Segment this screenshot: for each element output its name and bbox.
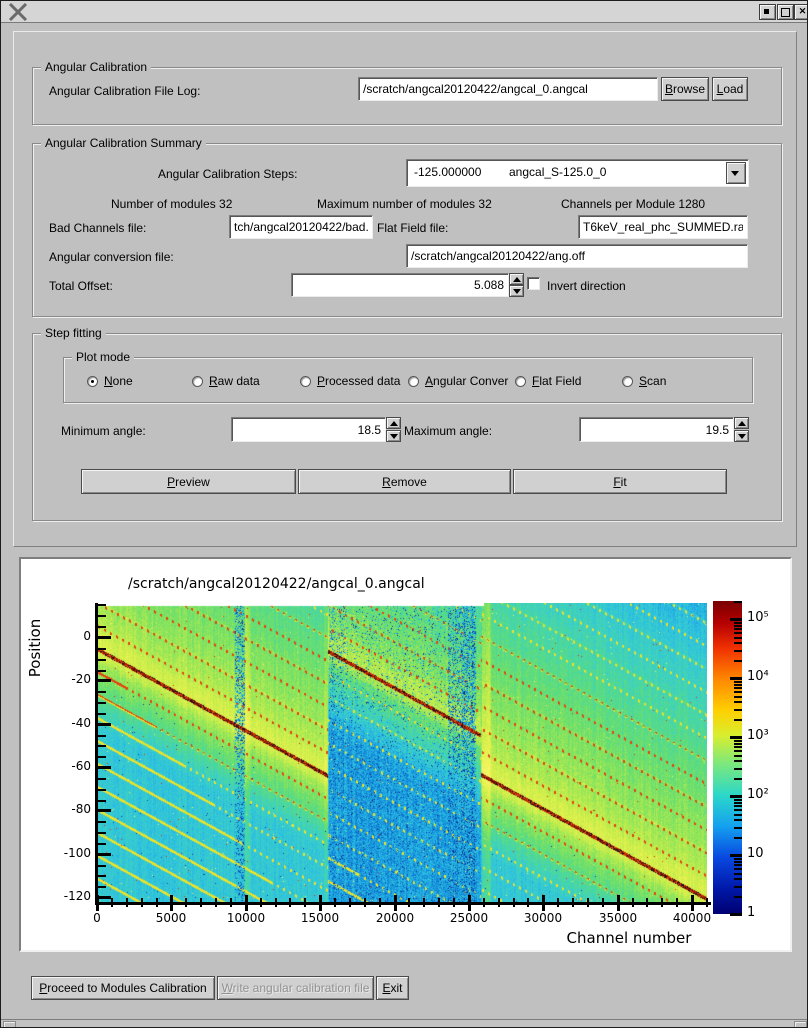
y-major-tick [98, 679, 111, 682]
triangle-up-icon [738, 421, 746, 426]
colorbar-minor-tick [734, 684, 742, 686]
write-angular-calibration-file-button[interactable]: Write angular calibration file [217, 976, 374, 1000]
triangle-down-icon [390, 434, 398, 439]
x-minor-tick [438, 898, 440, 907]
x-major-tick [245, 895, 248, 911]
y-minor-tick [98, 648, 106, 650]
spin-down-button[interactable] [386, 430, 401, 442]
x-tick-label: 5000 [155, 911, 187, 925]
x-minor-tick [275, 898, 277, 907]
max-angle-input[interactable] [579, 417, 734, 442]
exit-button[interactable]: Exit [376, 976, 409, 1000]
y-major-tick [98, 766, 111, 769]
total-offset-label: Total Offset: [49, 279, 113, 293]
y-tick-label: -60 [71, 759, 91, 773]
spin-down-button[interactable] [734, 430, 749, 442]
colorbar-major-tick [730, 736, 742, 739]
remove-button[interactable]: Remove [298, 469, 511, 494]
colorbar-minor-tick [734, 701, 742, 703]
min-angle-stepper [386, 417, 401, 442]
colorbar-minor-tick [734, 827, 742, 829]
y-minor-tick [98, 778, 106, 780]
x-minor-tick [364, 898, 366, 907]
x-major-tick [319, 895, 322, 911]
minimize-button[interactable] [759, 4, 776, 20]
colorbar-minor-tick [734, 755, 742, 757]
min-angle-label: Minimum angle: [61, 424, 146, 438]
x-minor-tick [557, 898, 559, 907]
colorbar-minor-tick [734, 660, 742, 662]
colorbar-minor-tick [734, 819, 742, 821]
x-major-tick [170, 895, 173, 911]
colorbar-minor-tick [734, 750, 742, 752]
plot-mode-radio-row [64, 374, 752, 392]
x-major-tick [394, 895, 397, 911]
x-tick-label: 15000 [300, 911, 340, 925]
radio-label: Raw data [209, 374, 260, 388]
x-minor-tick [661, 898, 663, 907]
colorbar-minor-tick [734, 740, 742, 742]
colorbar-minor-tick [734, 625, 742, 627]
colorbar-major-tick [730, 854, 742, 857]
y-axis-label: Position [26, 618, 44, 678]
load-button[interactable]: Load [712, 77, 748, 101]
spin-up-button[interactable] [734, 417, 749, 429]
colorbar-minor-tick [734, 760, 742, 762]
y-minor-tick [98, 735, 106, 737]
x-minor-tick [185, 898, 187, 907]
radio-dot [91, 380, 94, 383]
x-tick-label: 25000 [449, 911, 489, 925]
colorbar-minor-tick [734, 814, 742, 816]
close-icon: ✕ [798, 6, 807, 16]
x-minor-tick [498, 898, 500, 907]
colorbar-minor-tick [734, 681, 742, 683]
colorbar-tick-label: 10⁴ [747, 669, 769, 684]
x-minor-tick [572, 898, 574, 907]
steps-value: -125.000000 [414, 165, 482, 179]
y-tick-label: -20 [71, 672, 91, 686]
y-minor-tick [98, 865, 106, 867]
x-minor-tick [646, 898, 648, 907]
group-label: Angular Calibration [41, 60, 151, 74]
colorbar-tick-label: 10 [747, 846, 764, 861]
x-minor-tick [289, 898, 291, 907]
colorbar-minor-tick [734, 650, 742, 652]
fit-button[interactable]: Fit [513, 469, 727, 494]
colorbar-minor-tick [734, 601, 742, 603]
x-minor-tick [334, 898, 336, 907]
x-minor-tick [379, 898, 381, 907]
colorbar-minor-tick [734, 628, 742, 630]
colorbar-tick-label: 1 [747, 905, 756, 920]
colorbar-minor-tick [734, 809, 742, 811]
resize-grip-right[interactable] [794, 1021, 807, 1028]
colorbar-minor-tick [734, 632, 742, 634]
colorbar-minor-tick [734, 799, 742, 801]
spin-down-button[interactable] [509, 285, 524, 297]
colorbar-minor-tick [734, 637, 742, 639]
y-minor-tick [98, 800, 106, 802]
resize-grip-left[interactable] [3, 1021, 16, 1028]
group-label: Plot mode [72, 350, 134, 364]
y-minor-tick [98, 713, 106, 715]
radio-circle [300, 376, 311, 387]
x-minor-tick [126, 898, 128, 907]
colorbar-minor-tick [734, 858, 742, 860]
y-tick-label: 0 [83, 629, 91, 643]
colorbar-major-tick [730, 618, 742, 621]
radio-circle [408, 376, 419, 387]
radio-label: None [104, 374, 133, 388]
radio-label: Angular Conver [425, 374, 509, 388]
colorbar-minor-tick [734, 696, 742, 698]
y-minor-tick [98, 745, 106, 747]
y-minor-tick [98, 875, 106, 877]
preview-button[interactable]: Preview [81, 469, 296, 494]
x-tick-label: 35000 [598, 911, 638, 925]
y-minor-tick [98, 615, 106, 617]
colorbar-minor-tick [734, 896, 742, 898]
x-tick-label: 30000 [523, 911, 563, 925]
x-major-tick [691, 895, 694, 911]
y-major-tick [98, 896, 111, 899]
colorbar-minor-tick [734, 743, 742, 745]
bad-channels-input[interactable] [229, 215, 373, 239]
invert-direction-label: Invert direction [547, 279, 626, 293]
x-tick-label: 0 [93, 911, 101, 925]
y-minor-tick [98, 821, 106, 823]
x-minor-tick [453, 898, 455, 907]
x-tick-label: 10000 [226, 911, 266, 925]
x-minor-tick [706, 898, 708, 907]
x-minor-tick [423, 898, 425, 907]
radio-circle [622, 376, 633, 387]
triangle-down-icon [738, 434, 746, 439]
conversion-label: Angular conversion file: [49, 250, 174, 264]
y-minor-tick [98, 843, 106, 845]
close-button[interactable] [794, 4, 808, 20]
group-label: Angular Calibration Summary [41, 136, 206, 150]
y-tick-label: -40 [71, 716, 91, 730]
status-bar [1, 1019, 807, 1028]
x-minor-tick [527, 898, 529, 907]
colorbar-minor-tick [734, 861, 742, 863]
x-minor-tick [676, 898, 678, 907]
x-minor-tick [156, 898, 158, 907]
maximize-icon [781, 8, 790, 17]
max-angle-label: Maximum angle: [404, 424, 493, 438]
colorbar-minor-tick [734, 687, 742, 689]
triangle-up-icon [513, 277, 521, 282]
channels-info: Channels per Module 1280 [561, 197, 706, 211]
colorbar-major-tick [730, 795, 742, 798]
colorbar-minor-tick [734, 642, 742, 644]
y-minor-tick [98, 756, 106, 758]
y-minor-tick [98, 789, 106, 791]
y-minor-tick [98, 832, 106, 834]
y-major-tick [98, 723, 111, 726]
flat-field-label: Flat Field file: [377, 221, 449, 235]
y-minor-tick [98, 691, 106, 693]
heatmap-image [97, 603, 707, 905]
colorbar-tick-label: 10² [747, 787, 769, 802]
colorbar-minor-tick [734, 805, 742, 807]
colorbar-minor-tick [734, 886, 742, 888]
x-minor-tick [215, 898, 217, 907]
flat-field-input[interactable] [578, 215, 748, 239]
modules-info: Number of modules 32 [111, 197, 233, 211]
steps-name: angcal_S-125.0_0 [509, 165, 607, 179]
x-axis-label: Channel number [566, 929, 692, 947]
y-tick-label: -100 [63, 846, 91, 860]
group-plot-mode [63, 350, 753, 403]
x-minor-tick [230, 898, 232, 907]
x-minor-tick [304, 898, 306, 907]
x-major-tick [542, 895, 545, 911]
colorbar-minor-tick [734, 691, 742, 693]
colorbar-minor-tick [734, 837, 742, 839]
triangle-up-icon [390, 421, 398, 426]
colorbar-major-tick [730, 677, 742, 680]
y-tick-label: -120 [63, 889, 91, 903]
max-angle-stepper [734, 417, 749, 442]
x-major-tick [617, 895, 620, 911]
colorbar-minor-tick [734, 719, 742, 721]
x-minor-tick [483, 898, 485, 907]
spin-up-button[interactable] [509, 273, 524, 285]
y-minor-tick [98, 659, 106, 661]
y-major-tick [98, 636, 111, 639]
y-major-tick [98, 853, 111, 856]
max-modules-info: Maximum number of modules 32 [317, 197, 492, 211]
colorbar-minor-tick [734, 878, 742, 880]
colorbar-minor-tick [734, 768, 742, 770]
group-label: Step fitting [41, 326, 106, 340]
conversion-input[interactable] [406, 244, 748, 268]
y-major-tick [98, 809, 111, 812]
y-minor-tick [98, 886, 106, 888]
colorbar-minor-tick [734, 709, 742, 711]
radio-label: Scan [639, 374, 667, 388]
y-minor-tick [98, 626, 106, 628]
browse-button[interactable]: Browse [661, 77, 709, 101]
plot-title: /scratch/angcal20120422/angcal_0.angcal [128, 576, 425, 592]
colorbar-minor-tick [734, 864, 742, 866]
radio-label: Flat Field [532, 374, 582, 388]
spin-up-button[interactable] [386, 417, 401, 429]
file-log-label: Angular Calibration File Log: [49, 84, 201, 98]
x-tick-label: 20000 [375, 911, 415, 925]
y-minor-tick [98, 604, 106, 606]
radio-circle [87, 376, 98, 387]
x-minor-tick [602, 898, 604, 907]
colorbar-major-tick [730, 913, 742, 916]
colorbar-tick-label: 10³ [747, 728, 769, 743]
combo-dropdown-button[interactable] [726, 162, 746, 184]
x-minor-tick [260, 898, 262, 907]
steps-combobox[interactable] [406, 159, 749, 187]
radio-circle [192, 376, 203, 387]
x-minor-tick [513, 898, 515, 907]
total-offset-stepper [509, 273, 524, 297]
min-angle-input[interactable] [231, 417, 386, 442]
colorbar-minor-tick [734, 802, 742, 804]
x-tick-label: 40000 [672, 911, 712, 925]
x-minor-tick [408, 898, 410, 907]
radio-label: Processed data [317, 374, 401, 388]
proceed-to-modules-calibration-button[interactable]: Proceed to Modules Calibration [31, 976, 215, 1000]
maximize-button[interactable] [777, 4, 794, 20]
bad-channels-label: Bad Channels file: [49, 221, 147, 235]
y-tick-label: -80 [71, 802, 91, 816]
minimize-icon [764, 9, 769, 14]
x-minor-tick [141, 898, 143, 907]
total-offset-input[interactable] [291, 273, 509, 297]
steps-label: Angular Calibration Steps: [158, 167, 298, 181]
chevron-down-icon [731, 171, 739, 176]
plot-panel [19, 557, 792, 952]
x-minor-tick [632, 898, 634, 907]
y-minor-tick [98, 702, 106, 704]
y-minor-tick [98, 670, 106, 672]
invert-direction-checkbox[interactable] [527, 277, 540, 290]
colorbar-minor-tick [734, 873, 742, 875]
x-minor-tick [349, 898, 351, 907]
triangle-down-icon [513, 289, 521, 294]
title-bar[interactable] [1, 1, 807, 23]
x-minor-tick [111, 898, 113, 907]
x-minor-tick [587, 898, 589, 907]
x11-logo-icon [8, 3, 28, 21]
colorbar-minor-tick [734, 622, 742, 624]
colorbar-tick-label: 10⁵ [747, 610, 769, 625]
x-minor-tick [200, 898, 202, 907]
colorbar-minor-tick [734, 868, 742, 870]
file-log-input[interactable] [358, 77, 658, 101]
radio-circle [515, 376, 526, 387]
colorbar-minor-tick [734, 746, 742, 748]
x-major-tick [468, 895, 471, 911]
colorbar-minor-tick [734, 778, 742, 780]
